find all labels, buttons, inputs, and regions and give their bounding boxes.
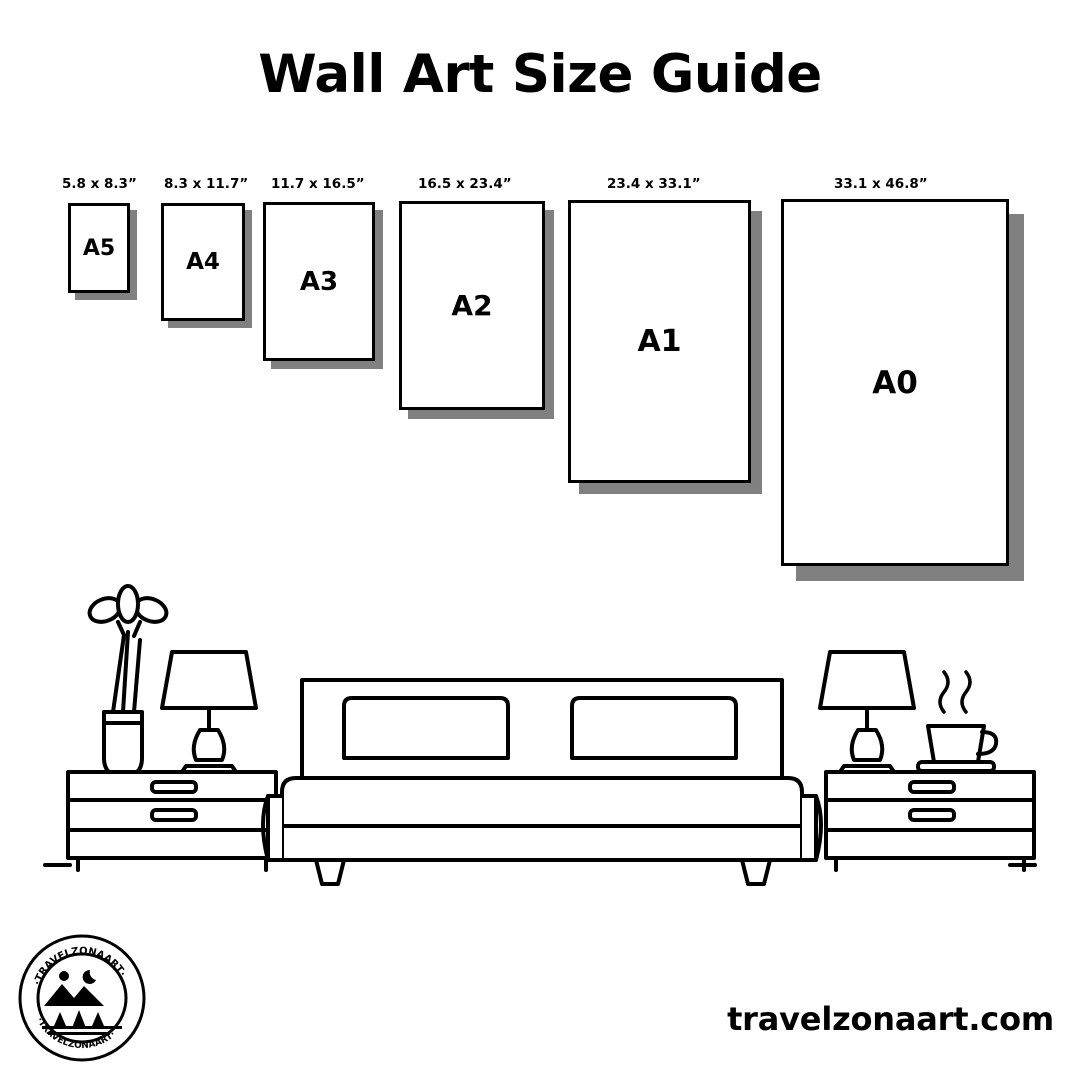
frame-box-a1 xyxy=(568,200,751,483)
frame-dimension-a2: 16.5 x 23.4” xyxy=(418,176,512,192)
frame-box-a4 xyxy=(161,203,245,321)
logo-text-bottom: ·TRAVELZONAART· xyxy=(34,1016,118,1052)
frame-label-a2: A2 xyxy=(451,289,493,322)
coffee-cup-right xyxy=(918,672,996,771)
frame-label-a4: A4 xyxy=(186,249,220,275)
page-title: Wall Art Size Guide xyxy=(258,44,822,105)
frame-box-a3 xyxy=(263,202,375,361)
brand-logo-svg xyxy=(18,934,146,1062)
frame-dimension-a0: 33.1 x 46.8” xyxy=(834,176,928,192)
frame-label-a0: A0 xyxy=(872,364,918,401)
potted-plant-left xyxy=(86,586,170,774)
frame-box-a2 xyxy=(399,201,545,410)
nightstand-right xyxy=(826,772,1034,870)
frame-dimension-a5: 5.8 x 8.3” xyxy=(62,176,137,192)
website-url: travelzonaart.com xyxy=(727,1000,1054,1038)
table-lamp-right xyxy=(820,652,914,772)
logo-text-top: ·TRAVELZONAART· xyxy=(32,945,128,987)
frame-dimension-a1: 23.4 x 33.1” xyxy=(607,176,701,192)
nightstand-left xyxy=(68,772,276,870)
table-lamp-left xyxy=(162,652,256,772)
brand-logo xyxy=(18,934,146,1062)
frame-box-a0 xyxy=(781,199,1009,566)
bedroom-illustration xyxy=(0,560,1080,920)
frame-box-a5 xyxy=(68,203,130,293)
bedroom-scene-svg xyxy=(0,560,1080,920)
frame-dimension-a4: 8.3 x 11.7” xyxy=(164,176,249,192)
frame-dimension-a3: 11.7 x 16.5” xyxy=(271,176,365,192)
frame-label-a3: A3 xyxy=(299,266,339,297)
bed xyxy=(263,680,821,884)
frame-label-a5: A5 xyxy=(82,235,116,261)
frame-label-a1: A1 xyxy=(637,324,682,359)
